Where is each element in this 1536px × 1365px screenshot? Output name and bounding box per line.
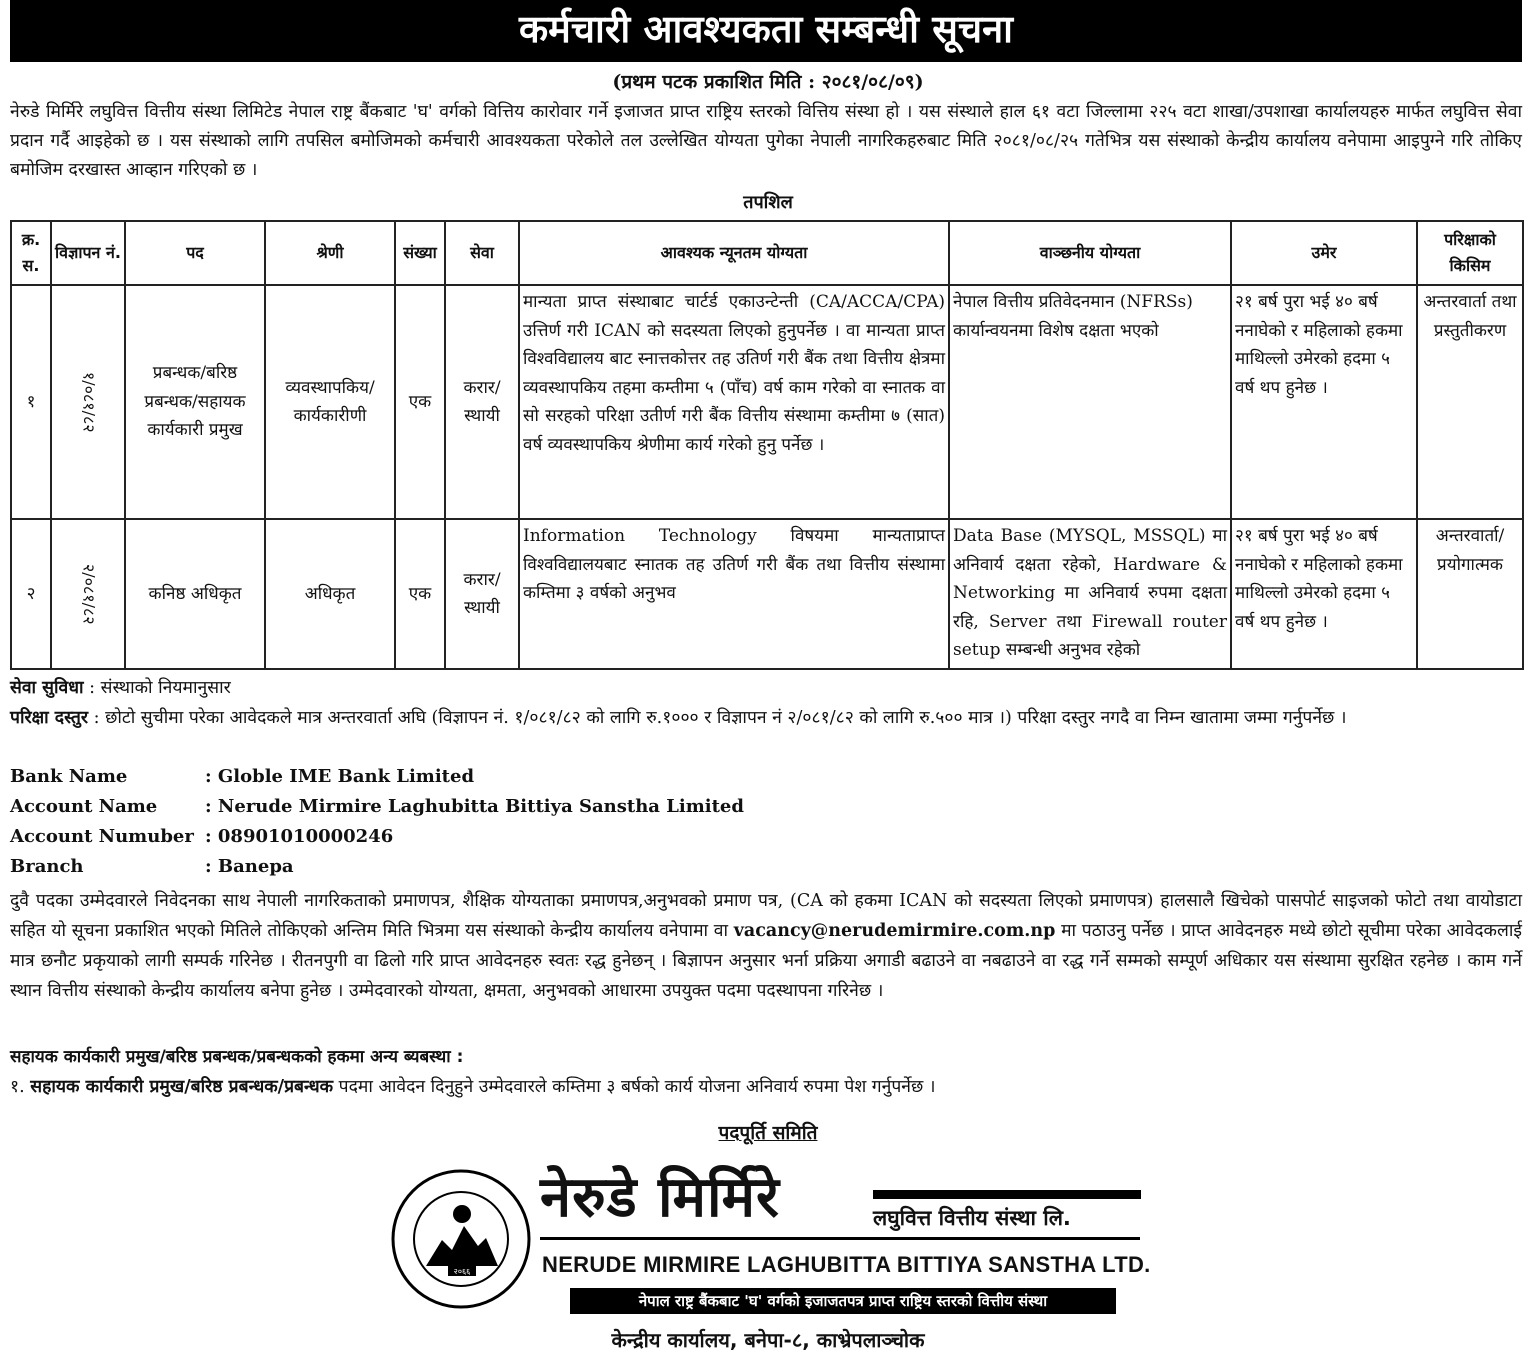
cell-min-qual: Information Technology विषयमा मान्यताप्राप्त विश्वविद्यालयबाट स्नातक तह उतिर्ण गरी बैंक तथा वित्तीय संस्थामा कम्तिमा ३ वर्षको अनुभव — [519, 519, 949, 669]
account-number-label: Account Numuber — [10, 826, 194, 847]
other-arrangement-item — [10, 1073, 1522, 1102]
instructions-part2: मा पठाउनु पर्नेछ । प्राप्त आवेदनहरु मध्ये छोटो सूचीमा परेका आवेदकलाई मात्र छनौट प्रकृयाको लागी सम्पर्क गरिनेछ । रीतनपुगी वा ढिलो गरि प्राप्त आवेदनहरु स्वतः रद्ध हुनेछन् । बिज्ञापन अनुसार भर्ना प्रक्रिया अगाडी बढाउने वा नबढाउने वा रद्ध गर्ने सम्मको सम्पूर्ण अधिकार यस संस्थामा सुरक्षित रहनेछ । काम गर्ने स्थान वित्तीय संस्थाको केन्द्रीय कार्यालय बनेपा हुनेछ । उम्मेदवारको योग्यता, क्षमता, अनुभवको आधारमा उपयुक्त पदमा पदस्थापना गरिनेछ । — [10, 921, 1522, 1001]
seal-year: २०६६ — [453, 1267, 471, 1276]
logo-bar — [873, 1190, 1141, 1199]
bank-name-label: Bank Name — [10, 766, 128, 787]
col-header-pref-qual: वाञ्छनीय योग्यता — [949, 221, 1231, 285]
cell-service: करार/ स्थायी — [445, 519, 519, 669]
cell-sn: १ — [11, 285, 51, 519]
cell-pref-qual: नेपाल वित्तीय प्रतिवेदनमान (NFRSs) कार्यान्वयनमा विशेष दक्षता भएको — [949, 285, 1231, 519]
adno-text: २/०८१/८२ — [79, 563, 99, 625]
logo-nepali-name: नेरुडे मिर्मिरे — [540, 1165, 780, 1230]
exam-fee — [10, 704, 1522, 733]
cell-exam: अन्तरवार्ता/ प्रयोगात्मक — [1417, 519, 1523, 669]
cell-adno — [51, 519, 125, 669]
logo-divider — [540, 1237, 1140, 1240]
account-name-value: : Nerude Mirmire Laghubitta Bittiya Sanstha Limited — [205, 796, 744, 817]
table-row — [11, 285, 1523, 519]
cell-post: प्रबन्धक/बरिष्ठ प्रबन्धक/सहायक कार्यकारी प्रमुख — [125, 285, 265, 519]
col-header-adno: विज्ञापन नं. — [51, 221, 125, 285]
service-facility-value: : संस्थाको नियमानुसार — [89, 678, 231, 698]
cell-post: कनिष्ठ अधिकृत — [125, 519, 265, 669]
service-facility-label: सेवा सुविधा — [10, 678, 84, 698]
vacancy-table — [10, 220, 1524, 670]
item-text: पदमा आवेदन दिनुहुने उम्मेदवारले कम्तिमा ३ बर्षको कार्य योजना अनिवार्य रुपमा पेश गर्नुपर्नेछ । — [338, 1077, 936, 1097]
cell-count: एक — [395, 519, 445, 669]
account-number-value: : 08901010000246 — [205, 826, 394, 847]
branch-value: : Banepa — [205, 856, 294, 877]
publish-date: (प्रथम पटक प्रकाशित मिति : २०८१/०८/०९) — [612, 71, 924, 93]
cell-sn: २ — [11, 519, 51, 669]
cell-age: २१ बर्ष पुरा भई ४० बर्ष ननाघेको र महिलाको हकमा माथिल्लो उमेरको हदमा ५ वर्ष थप हुनेछ । — [1231, 519, 1417, 669]
intro-paragraph: नेरुडे मिर्मिरे लघुवित्त वित्तीय संस्था लिमिटेड नेपाल राष्ट्र बैंकबाट 'घ' वर्गको वित्तिय कारोवार गर्ने इजाजत प्राप्त राष्ट्रिय स्तरको वित्तिय संस्था हो । यस संस्थाले हाल ६१ वटा जिल्लामा २२५ वटा शाखा/उपशाखा कार्यालयहरु मार्फत लघुवित्त सेवा प्रदान गर्दै आइहेको छ । यस संस्थाको लागि तपसिल बमोजिमको कर्मचारी आवश्यकता परेकोले तल उल्लेखित योग्यता पुगेका नेपाली नागरिकहरुबाट मिति २०८१/०८/२५ गतेभित्र यस संस्थाको केन्द्रीय कार्यालय वनेपामा आइपुग्ने गरि तोकिए बमोजिम दरखास्त आव्हान गरिएको छ । — [10, 102, 1522, 180]
col-header-sn: क्र. स. — [11, 221, 51, 285]
col-header-count: संख्या — [395, 221, 445, 285]
col-header-service: सेवा — [445, 221, 519, 285]
cell-level: अधिकृत — [265, 519, 395, 669]
cell-age: २१ बर्ष पुरा भई ४० बर्ष ननाघेको र महिलाको हकमा माथिल्लो उमेरको हदमा ५ वर्ष थप हुनेछ । — [1231, 285, 1417, 519]
organization-seal-icon — [390, 1168, 532, 1310]
bank-name-value: : Globle IME Bank Limited — [205, 766, 475, 787]
vacancy-email-link[interactable]: vacancy@nerudemirmire.com.np — [733, 921, 1056, 941]
logo-english-name: NERUDE MIRMIRE LAGHUBITTA BITTIYA SANSTHA LTD. — [542, 1252, 1151, 1277]
logo-subtitle: लघुवित्त वित्तीय संस्था लि. — [873, 1206, 1071, 1230]
notice-title-banner: कर्मचारी आवश्यकता सम्बन्धी सूचना — [10, 0, 1522, 62]
item-bold-text: सहायक कार्यकारी प्रमुख/बरिष्ठ प्रबन्धक/प्रबन्धक — [30, 1077, 334, 1097]
cell-count: एक — [395, 285, 445, 519]
cell-service: करार/ स्थायी — [445, 285, 519, 519]
col-header-post: पद — [125, 221, 265, 285]
col-header-min-qual: आवश्यक न्यूनतम योग्यता — [519, 221, 949, 285]
logo-tagline: नेपाल राष्ट्र बैंकबाट 'घ' वर्गको इजाजतपत्र प्राप्त राष्ट्रिय स्तरको वित्तीय संस्था — [570, 1288, 1116, 1314]
service-facility — [10, 674, 1522, 703]
cell-exam: अन्तरवार्ता तथा प्रस्तुतीकरण — [1417, 285, 1523, 519]
item-number: १. — [10, 1077, 25, 1097]
cell-level: व्यवस्थापकिय/ कार्यकारीणी — [265, 285, 395, 519]
branch-label: Branch — [10, 856, 84, 877]
instructions-part1: दुवै पदका उम्मेदवारले निवेदनका साथ नेपाली नागरिकताको प्रमाणपत्र, शैक्षिक योग्यताका प्रमाणपत्र,अनुभवको प्रमाण पत्र, (CA को हकमा ICAN को सदस्यता लिएको प्रमाणपत्र) हालसालै खिचेको पासपोर्ट साइजको फोटो तथा वायोडाटा सहित यो सूचना प्रकाशित भएको मितिले तोकिएको अन्तिम मिति भित्रमा यस संस्थाको केन्द्रीय कार्यालय वनेपामा वा — [10, 891, 1522, 941]
exam-fee-label: परिक्षा दस्तुर — [10, 708, 89, 728]
col-header-exam: परिक्षाको किसिम — [1417, 221, 1523, 285]
cell-min-qual: मान्यता प्राप्त संस्थाबाट चार्टर्ड एकाउन्टेन्ती (CA/ACCA/CPA) उत्तिर्ण गरी ICAN को सदस्यता लिएको हुनुपर्नेछ । वा मान्यता प्राप्त विश्वविद्यालय बाट स्नात्तकोत्तर तह उतिर्ण गरी बैंक तथा वित्तीय क्षेत्रमा व्यवस्थापकिय तहमा कम्तीमा ५ (पाँच) वर्ष काम गरेको वा स्नातक वा सो सरहको परिक्षा उतीर्ण गरी बैंक वित्तीय संस्थामा कम्तीमा ७ (सात) वर्ष व्यवस्थापकिय श्रेणीमा कार्य गरेको हुनु पर्नेछ । — [519, 285, 949, 519]
table-row — [11, 519, 1523, 669]
adno-text: १/०८१/८२ — [79, 371, 99, 433]
instructions-paragraph — [10, 886, 1522, 1006]
cell-adno — [51, 285, 125, 519]
exam-fee-value: : छोटो सुचीमा परेका आवेदकले मात्र अन्तरवार्ता अघि (विज्ञापन नं. १/०८१/८२ को लागि रु.१००० र विज्ञापन नं २/०८१/८२ को लागि रु.५०० मात्र ।) परिक्षा दस्तुर नगदै वा निम्न खातामा जम्मा गर्नुपर्नेछ । — [93, 708, 1347, 728]
committee-title: पदपूर्ति समिति — [718, 1122, 818, 1144]
cell-pref-qual: Data Base (MYSQL, MSSQL) मा अनिवार्य दक्षता रहेको, Hardware & Networking मा अनिवार्य रुपमा दक्षता रहि, Server तथा Firewall router setup सम्बन्धी अनुभव रहेको — [949, 519, 1231, 669]
account-name-label: Account Name — [10, 796, 158, 817]
table-header-row — [11, 221, 1523, 285]
other-arrangement-heading: सहायक कार्यकारी प्रमुख/बरिष्ठ प्रबन्धक/प्रबन्धकको हकमा अन्य ब्यबस्था : — [10, 1047, 464, 1067]
details-heading: तपशिल — [743, 192, 793, 213]
col-header-age: उमेर — [1231, 221, 1417, 285]
office-address: केन्द्रीय कार्यालय, बनेपा-८, काभ्रेपलाञ्चोक — [611, 1328, 925, 1352]
col-header-level: श्रेणी — [265, 221, 395, 285]
